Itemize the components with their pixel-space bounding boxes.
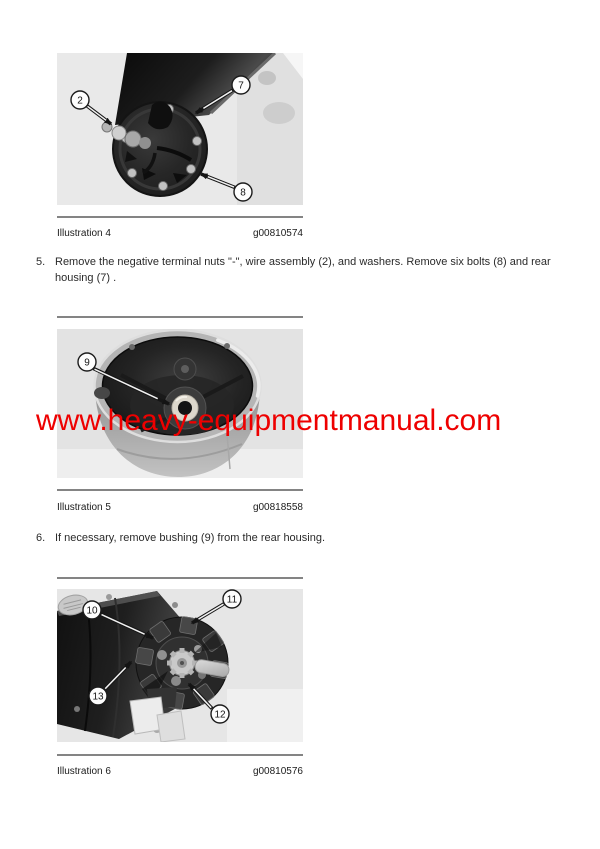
callout-7-badge [232,76,250,94]
step-6-text: If necessary, remove bushing (9) from the rear housing. [55,532,326,544]
callout-9-label: 9 [84,357,90,369]
callout-13-label: 13 [92,691,104,703]
callout-2-badge [71,91,89,109]
callout-12-badge [211,705,229,723]
figure-6-top-rule [57,577,303,579]
figure-5-top-rule [57,316,303,318]
callout-8-badge [234,183,252,201]
callout-7-label: 7 [238,80,244,92]
callout-8-label: 8 [240,187,246,199]
step-5-number: 5. [36,256,46,268]
commutator-gear [167,648,197,678]
figure-6-bottom-rule [57,754,303,756]
callout-12-label: 12 [214,709,226,721]
callout-10-label: 10 [86,605,98,617]
illustration-6-photo [57,589,303,742]
callout-2-label: 2 [77,95,83,107]
figure-5-ref: g00818558 [252,502,303,513]
figure-6-caption: Illustration 6 [57,766,111,777]
callout-9-badge [78,353,96,371]
figure-6-caption-row [57,766,303,778]
watermark-text: www.heavy-equipmentmanual.com [36,404,502,437]
figure-5-caption: Illustration 5 [57,502,111,513]
figure-6-ref: g00810576 [252,766,303,777]
callout-13-badge [89,687,107,705]
step-6-item [36,530,577,546]
upper-screw-boss [174,358,196,380]
figure-5-caption-row [57,502,303,514]
figure-4-bottom-rule [57,216,303,218]
step-6-number: 6. [36,532,46,544]
illustration-4-photo [57,53,303,205]
figure-4-ref: g00810574 [252,228,303,239]
figure-5-bottom-rule [57,489,303,491]
figure-4-caption: Illustration 4 [57,228,111,239]
step-5-item [36,254,577,286]
callout-11-label: 11 [226,594,238,606]
callout-11-badge [223,590,241,608]
step-5-text: Remove the negative terminal nuts "-", wire assembly (2), and washers. Remove six bolts (8) and rear housing (7) . [55,256,551,284]
figure-4-caption-row [57,228,303,240]
callout-10-badge [83,601,101,619]
